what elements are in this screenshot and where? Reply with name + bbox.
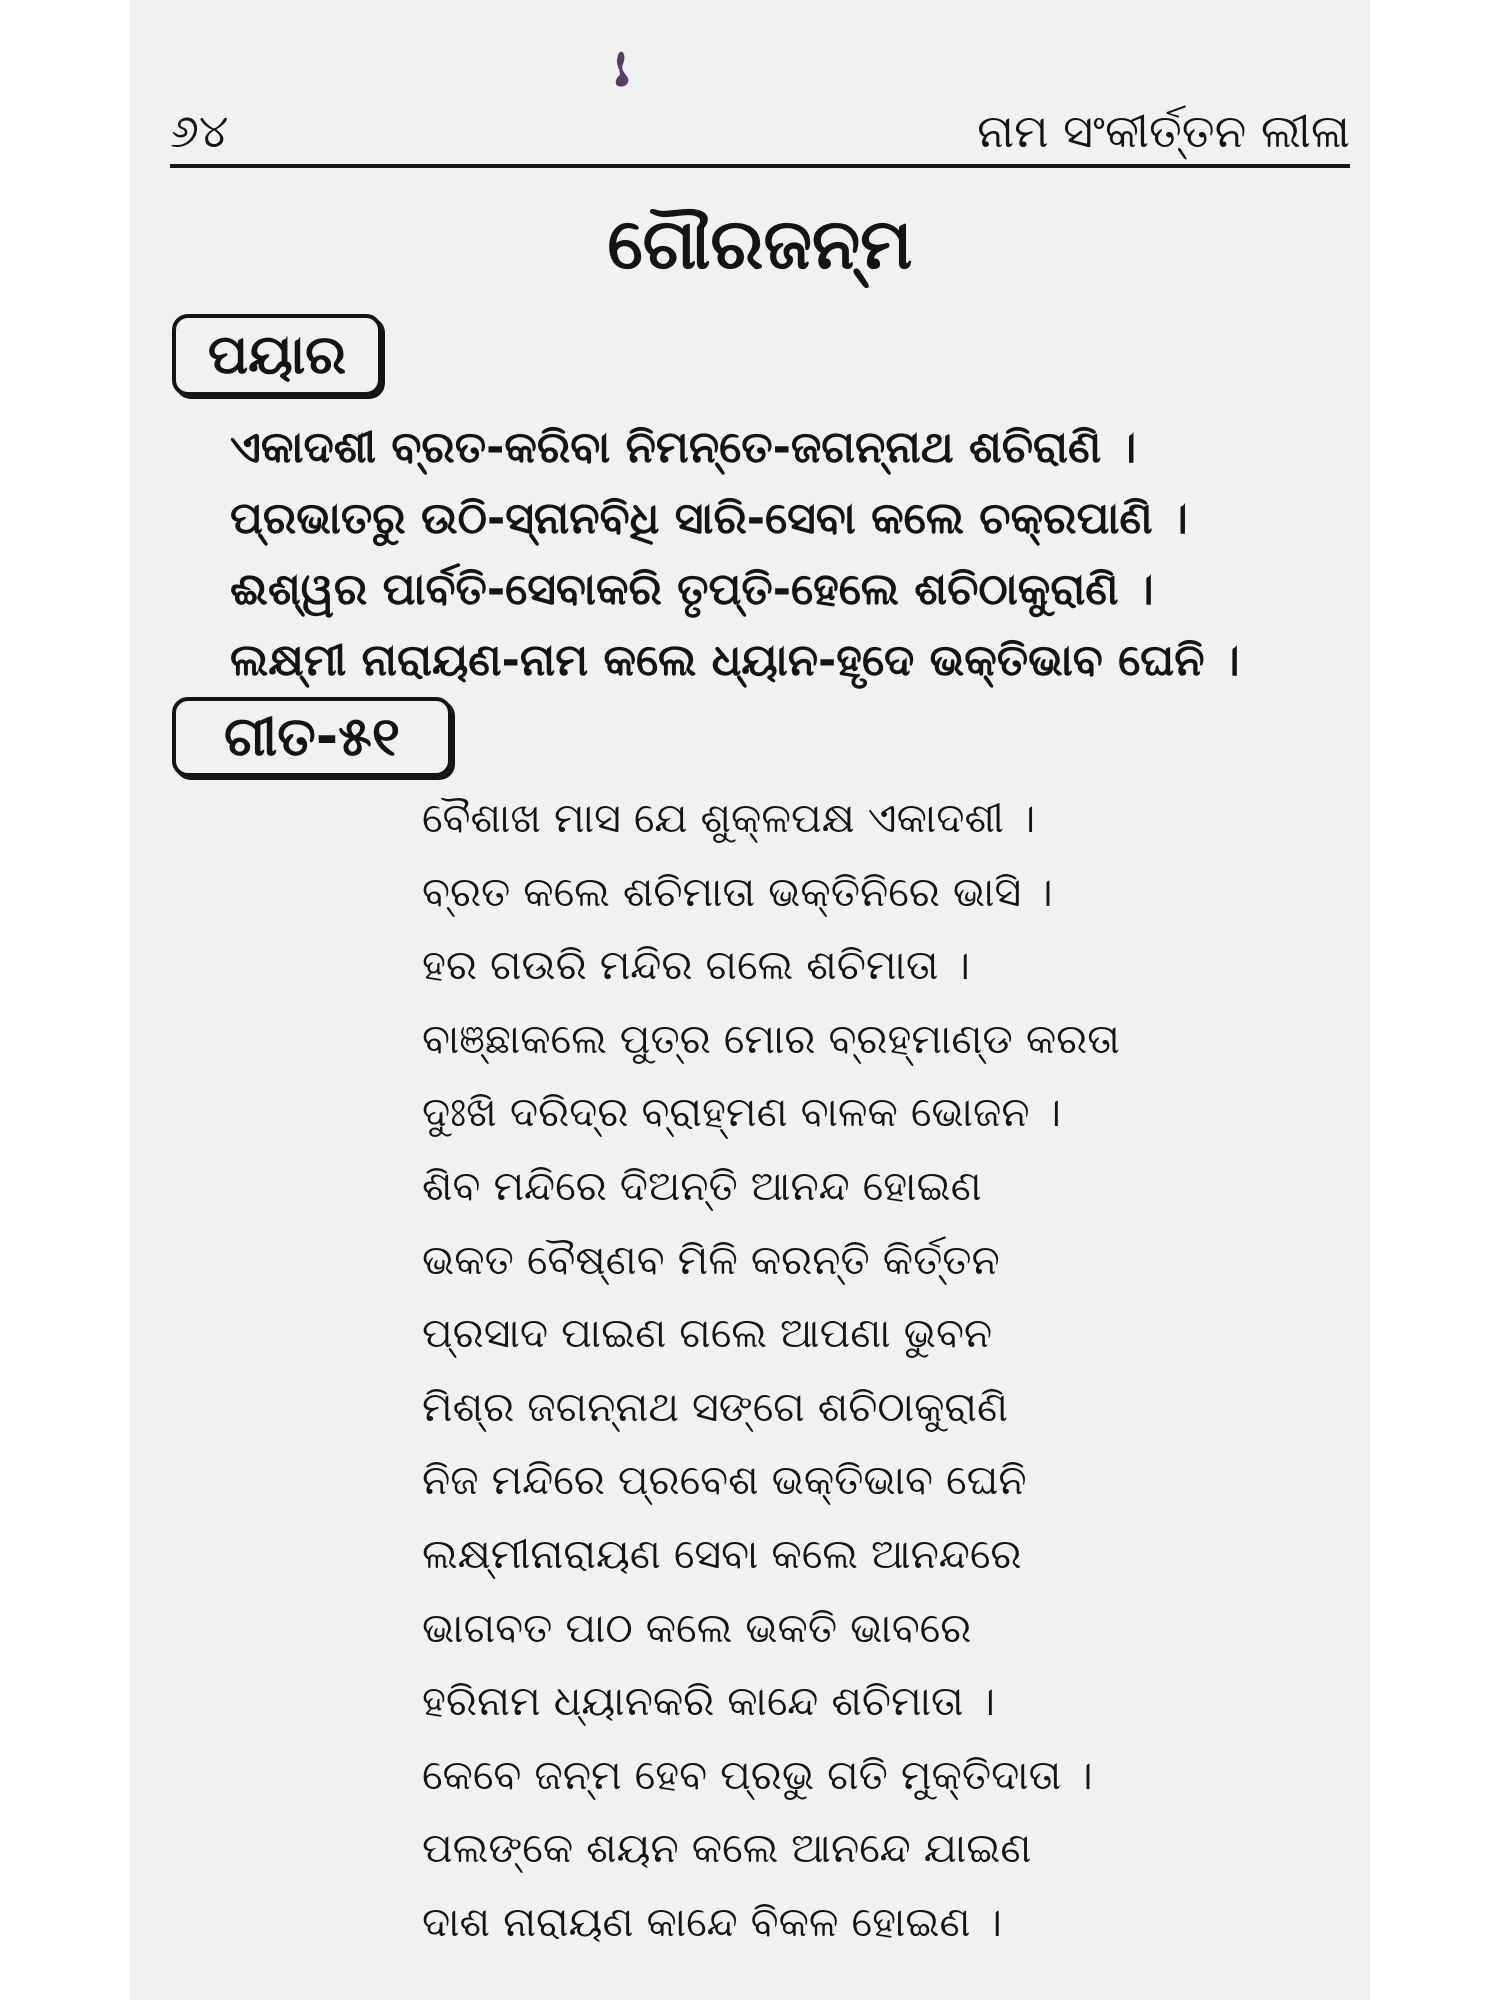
geet-line: ଦୁଃଖି ଦରିଦ୍ର ବ୍ରାହ୍ମଣ ବାଳକ ଭୋଜନ । xyxy=(422,1088,1062,1137)
geet-verse xyxy=(422,782,1362,1960)
geet-line: ହରିନାମ ଧ୍ୟାନକରି କାନ୍ଦେ ଶଚିମାତା । xyxy=(422,1677,996,1726)
payar-line: ପ୍ରଭାତରୁ ଉଠି-ସ୍ନାନବିଧି ସାରି-ସେବା କଲେ ଚକ୍ରପାଣି । xyxy=(230,493,1188,544)
geet-line: ପଲଙ୍କେ ଶୟନ କଲେ ଆନନ୍ଦେ ଯାଇଣ xyxy=(422,1824,1032,1873)
payar-verse xyxy=(230,412,1360,696)
payar-line: ଏକାଦଶୀ ବ୍ରତ-କରିବା ନିମନ୍ତେ-ଜଗନ୍ନାଥ ଶଚିରାଣି । xyxy=(230,422,1137,473)
geet-line: ହର ଗଉରି ମନ୍ଦିର ଗଲେ ଶଚିମାତା । xyxy=(422,941,970,990)
geet-line: ବୈଶାଖ ମାସ ଯେ ଶୁକ୍ଳପକ୍ଷ ଏକାଦଶୀ । xyxy=(422,794,1036,842)
geet-line: ବ୍ରତ କଲେ ଶଚିମାତା ଭକ୍ତିନିରେ ଭାସି । xyxy=(422,867,1053,916)
chapter-title: ଗୌରଜନ୍ମ xyxy=(607,203,913,285)
geet-line: ମିଶ୍ର ଜଗନ୍ନାଥ ସଙ୍ଗେ ଶଚିଠାକୁରାଣି xyxy=(422,1382,1008,1431)
geet-line: ଭାଗବତ ପାଠ କଲେ ଭକତି ଭାବରେ xyxy=(422,1603,972,1652)
header-rule xyxy=(170,164,1350,168)
geet-line: ଦାଶ ନାରାୟଣ କାନ୍ଦେ ବିକଳ ହୋଇଣ । xyxy=(422,1897,1002,1946)
geet-line: କେବେ ଜନ୍ମ ହେବ ପ୍ରଭୁ ଗତି ମୁକ୍ତିଦାତା । xyxy=(422,1750,1093,1799)
page-header xyxy=(170,100,1350,162)
ink-smudge-mark xyxy=(610,48,636,92)
geet-line: ଶିବ ମନ୍ଦିରେ ଦିଅନ୍ତି ଆନନ୍ଦ ହୋଇଣ xyxy=(422,1161,982,1210)
geet-section-label: ଗୀତ-୫୧ xyxy=(172,697,452,777)
geet-line: ପ୍ରସାଦ ପାଇଣ ଗଲେ ଆପଣା ଭୁବନ xyxy=(422,1309,993,1358)
payar-section-label: ପୟାର xyxy=(172,314,382,396)
geet-line: ଲକ୍ଷ୍ମୀନାରାୟଣ ସେବା କଲେ ଆନନ୍ଦରେ xyxy=(422,1529,1022,1578)
geet-line: ନିଜ ମନ୍ଦିରେ ପ୍ରବେଶ ଭକ୍ତିଭାବ ଘେନି xyxy=(422,1456,1027,1505)
payar-line: ଈଶ୍ୱର ପାର୍ବତି-ସେବାକରି ତୃପ୍ତି-ହେଲେ ଶଚିଠାକୁରାଣି । xyxy=(230,564,1154,615)
geet-line: ବାଞ୍ଛାକଲେ ପୁତ୍ର ମୋର ବ୍ରହ୍ମାଣ୍ଡ କରତା xyxy=(422,1014,1120,1063)
payar-line: ଲକ୍ଷ୍ମୀ ନାରାୟଣ-ନାମ କଲେ ଧ୍ୟାନ-ହୃଦେ ଭକ୍ତିଭାବ ଘେନି । xyxy=(230,635,1240,686)
page-number: ୬୪ xyxy=(170,104,229,158)
running-title: ନାମ ସଂକୀର୍ତ୍ତନ ଲୀଳା xyxy=(977,104,1350,158)
geet-line: ଭକତ ବୈଷ୍ଣବ ମିଳି କରନ୍ତି କିର୍ତ୍ତନ xyxy=(422,1235,1000,1284)
